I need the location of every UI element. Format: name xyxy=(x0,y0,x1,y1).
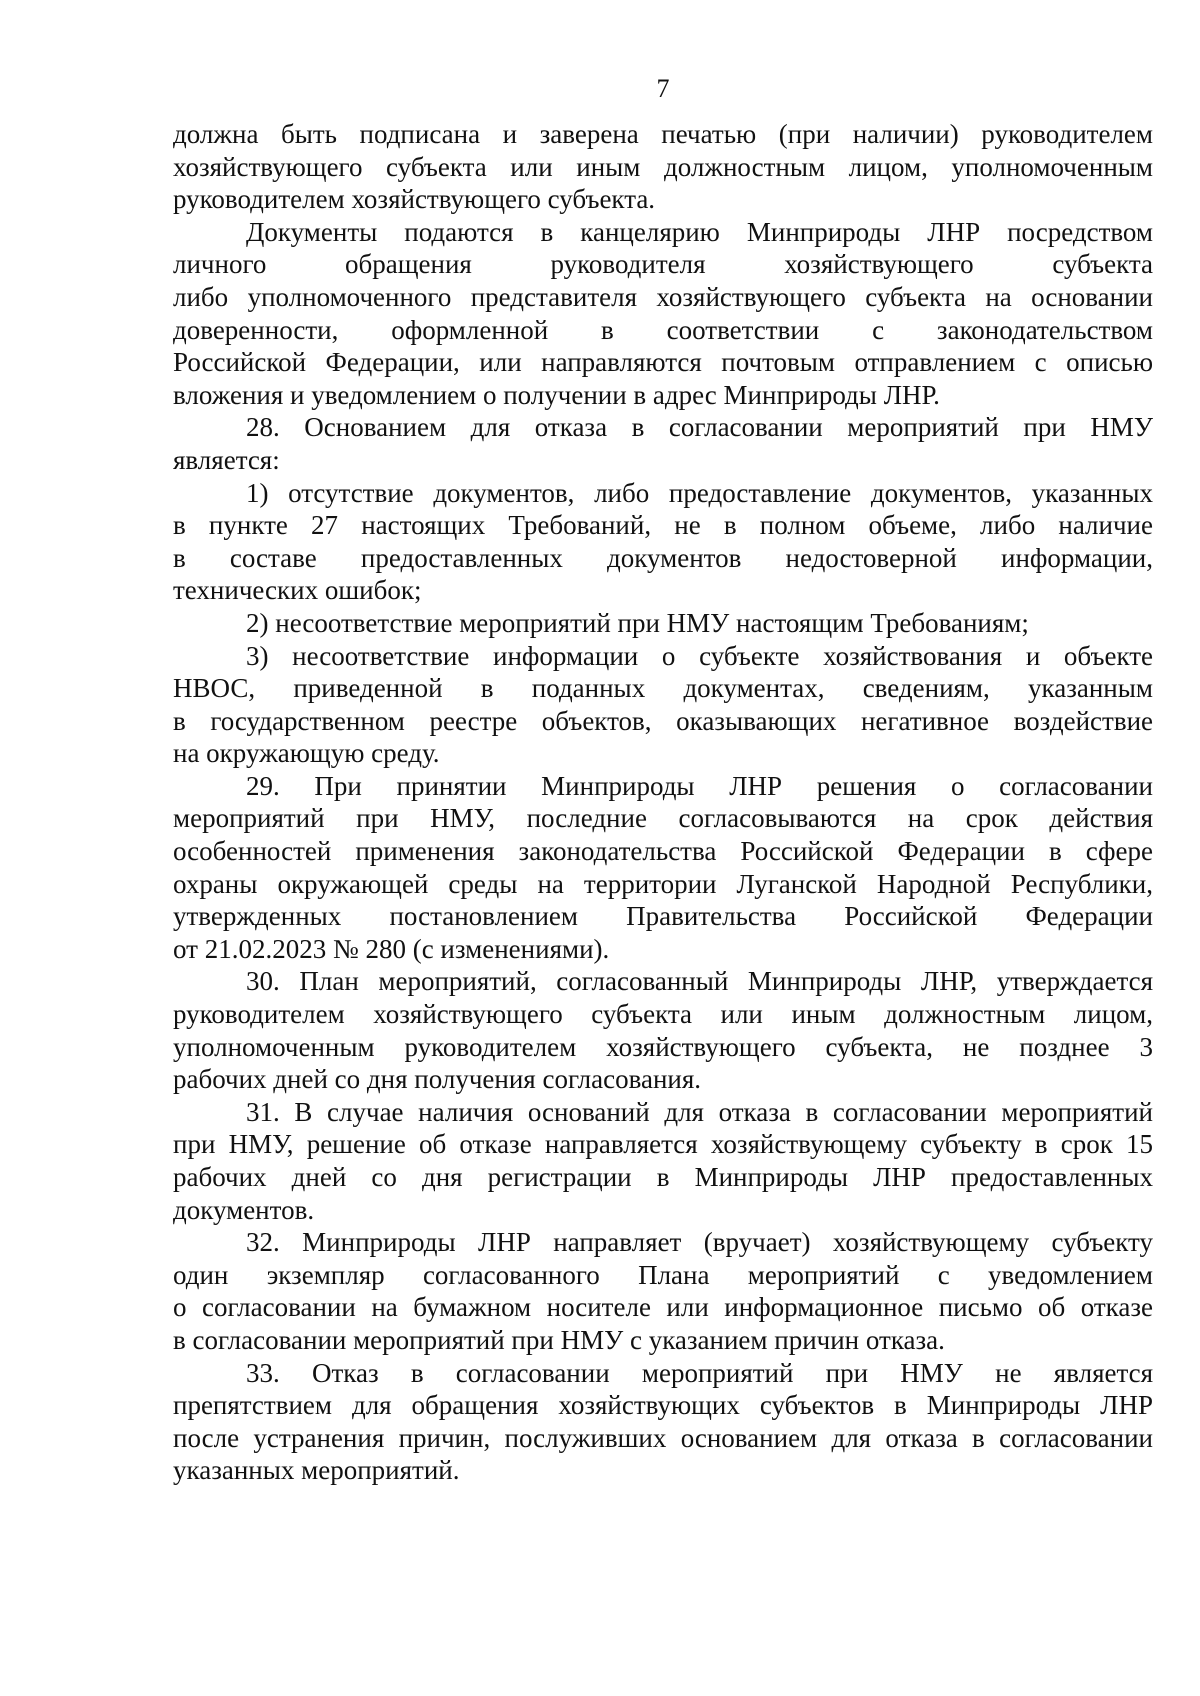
text-line: указанных мероприятий. xyxy=(173,1455,460,1486)
paragraph xyxy=(173,640,1153,770)
paragraph xyxy=(173,770,1153,966)
text-line: доверенности, оформленной в соответствии с законодательством xyxy=(173,314,1153,345)
text-line: уполномоченным руководителем хозяйствующего субъекта, не позднее 3 xyxy=(173,1031,1153,1062)
text-line: от 21.02.2023 № 280 (с изменениями). xyxy=(173,933,610,964)
text-line: является: xyxy=(173,444,280,475)
paragraph xyxy=(173,1226,1153,1356)
text-line: технических ошибок; xyxy=(173,575,422,606)
text-line: один экземпляр согласованного Плана мероприятий с уведомлением xyxy=(173,1259,1153,1290)
text-line: на окружающую среду. xyxy=(173,738,440,769)
text-line: утвержденных постановлением Правительства Российской Федерации xyxy=(173,901,1153,932)
text-line: 31. В случае наличия оснований для отказа в согласовании мероприятий xyxy=(246,1096,1153,1127)
text-line: либо уполномоченного представителя хозяйствующего субъекта на основании xyxy=(173,281,1153,312)
paragraph xyxy=(173,1357,1153,1487)
text-line: руководителем хозяйствующего субъекта или иным должностным лицом, xyxy=(173,999,1153,1030)
text-line: мероприятий при НМУ, последние согласовываются на срок действия xyxy=(173,803,1153,834)
text-line: рабочих дней со дня получения согласования. xyxy=(173,1064,702,1095)
text-line: личного обращения руководителя хозяйствующего субъекта xyxy=(173,249,1153,280)
text-line: о согласовании на бумажном носителе или информационное письмо об отказе xyxy=(173,1292,1153,1323)
paragraph xyxy=(173,118,1153,216)
text-line: после устранения причин, послуживших основанием для отказа в согласовании xyxy=(173,1422,1153,1453)
document-body xyxy=(173,118,1153,1487)
text-line: хозяйствующего субъекта или иным должностным лицом, уполномоченным xyxy=(173,151,1153,182)
text-line: 33. Отказ в согласовании мероприятий при НМУ не является xyxy=(246,1357,1153,1388)
document-page xyxy=(173,60,1153,1487)
paragraph xyxy=(173,411,1153,476)
text-line: в государственном реестре объектов, оказывающих негативное воздействие xyxy=(173,705,1153,736)
paragraph xyxy=(173,1096,1153,1226)
text-line: вложения и уведомлением о получении в адрес Минприроды ЛНР. xyxy=(173,379,940,410)
paragraph xyxy=(173,607,1153,640)
page-number: 7 xyxy=(656,74,670,103)
text-line: 30. План мероприятий, согласованный Минприроды ЛНР, утверждается xyxy=(246,966,1153,997)
text-line: особенностей применения законодательства Российской Федерации в сфере xyxy=(173,836,1153,867)
text-line: 1) отсутствие документов, либо предоставление документов, указанных xyxy=(246,477,1153,508)
text-line: должна быть подписана и заверена печатью (при наличии) руководителем xyxy=(173,119,1153,149)
text-line: в пункте 27 настоящих Требований, не в полном объеме, либо наличие xyxy=(173,510,1153,541)
paragraph xyxy=(173,216,1153,412)
text-line: 28. Основанием для отказа в согласовании мероприятий при НМУ xyxy=(246,412,1153,443)
text-line: 32. Минприроды ЛНР направляет (вручает) хозяйствующему субъекту xyxy=(246,1227,1153,1258)
text-line: рабочих дней со дня регистрации в Минприроды ЛНР предоставленных xyxy=(173,1162,1153,1192)
text-line: 2) несоответствие мероприятий при НМУ настоящим Требованиям; xyxy=(246,607,1029,638)
text-line: документов. xyxy=(173,1194,315,1225)
text-line: охраны окружающей среды на территории Луганской Народной Республики, xyxy=(173,868,1153,899)
text-line: 3) несоответствие информации о субъекте хозяйствования и объекте xyxy=(246,640,1153,671)
text-line: в согласовании мероприятий при НМУ с указанием причин отказа. xyxy=(173,1324,945,1355)
text-line: препятствием для обращения хозяйствующих субъектов в Минприроды ЛНР xyxy=(173,1390,1153,1421)
paragraph xyxy=(173,477,1153,607)
text-line: 29. При принятии Минприроды ЛНР решения о согласовании xyxy=(246,770,1153,801)
text-line: НВОС, приведенной в поданных документах, сведениям, указанным xyxy=(173,673,1153,704)
text-line: руководителем хозяйствующего субъекта. xyxy=(173,184,656,215)
text-line: Российской Федерации, или направляются почтовым отправлением с описью xyxy=(173,347,1153,378)
text-line: при НМУ, решение об отказе направляется хозяйствующему субъекту в срок 15 xyxy=(173,1129,1153,1160)
paragraph xyxy=(173,965,1153,1095)
text-line: Документы подаются в канцелярию Минприроды ЛНР посредством xyxy=(246,216,1153,247)
text-line: в составе предоставленных документов недостоверной информации, xyxy=(173,542,1153,573)
